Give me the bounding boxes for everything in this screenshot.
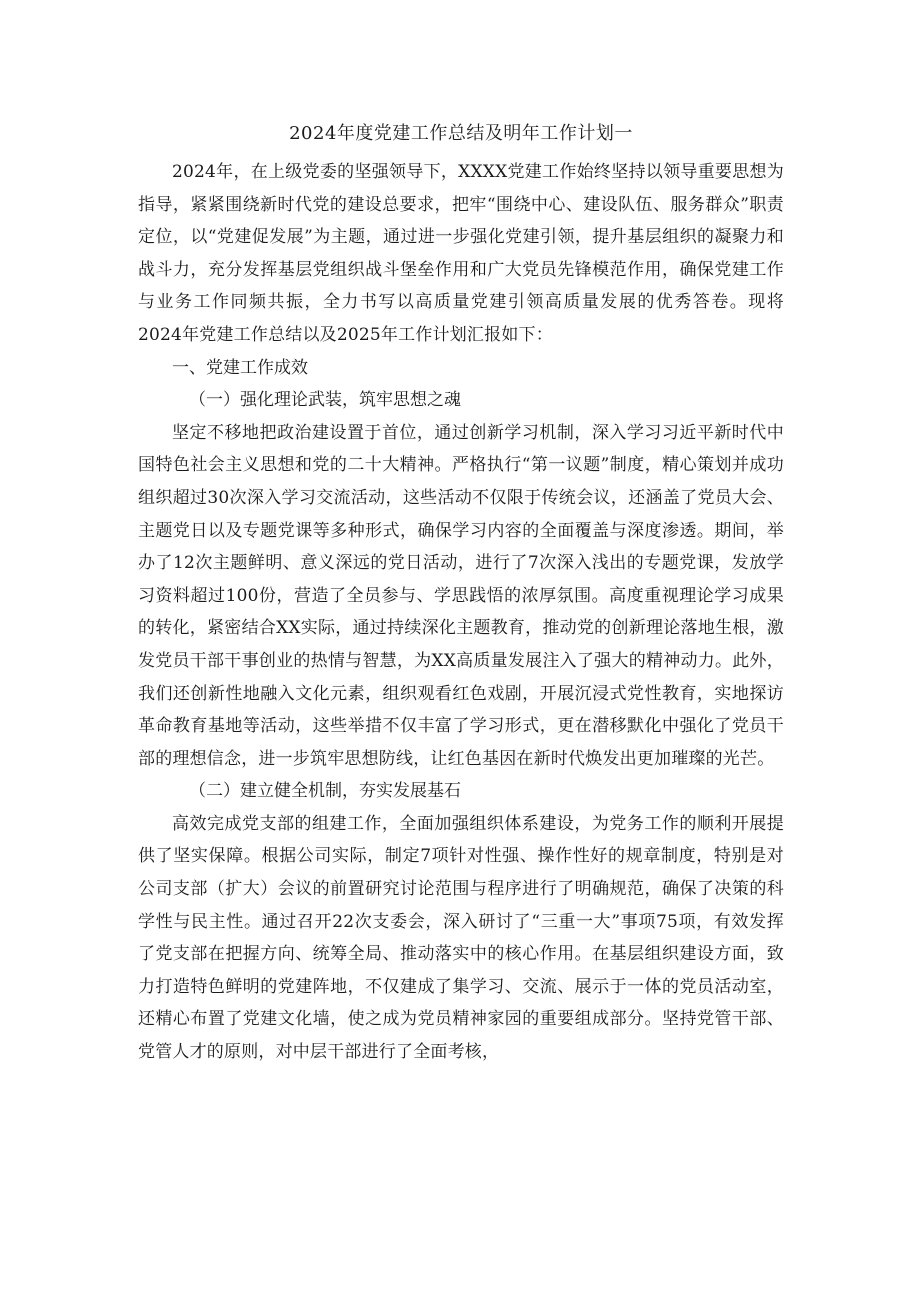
document-page [138,118,784,1069]
subsection-heading-theory: （一）强化理论武装，筑牢思想之魂 [189,390,461,411]
subsection-body-mechanism: 高效完成党支部的组建工作，全面加强组织体系建设，为党务工作的顺利开展提供了坚实保障。根据公司实际，制定7项针对性强、操作性好的规章制度，特别是对公司支部（扩大）会议的前置研究讨论范围与程序进行了明确规范，确保了决策的科学性与民主性。通过召开22次支委会，深入研讨了“三重一大”事项75项，有效发挥了党支部在把握方向、统筹全局、推动落实中的核心作用。在基层组织建设方面，致力打造特色鲜明的党建阵地，不仅建成了集学习、交流、展示于一体的党员活动室，还精心布置了党建文化墙，使之成为党员精神家园的重要组成部分。坚持党管干部、党管人才的原则，对中层干部进行了全面考核， [138,813,784,1063]
section-heading-achievements: 一、党建工作成效 [172,357,308,378]
subsection-heading-mechanism: （二）建立健全机制，夯实发展基石 [189,781,461,802]
intro-paragraph: 2024年，在上级党委的坚强领导下，XXXX党建工作始终坚持以领导重要思想为指导，紧紧围绕新时代党的建设总要求，把牢“围绕中心、建设队伍、服务群众”职责定位，以“党建促发展”为主题，通过进一步强化党建引领，提升基层组织的凝聚力和战斗力，充分发挥基层党组织战斗堡垒作用和广大党员先锋模范作用，确保党建工作与业务工作同频共振，全力书写以高质量党建引领高质量发展的优秀答卷。现将2024年党建工作总结以及2025年工作计划汇报如下： [138,162,784,345]
subsection-body-theory: 坚定不移地把政治建设置于首位，通过创新学习机制，深入学习习近平新时代中国特色社会主义思想和党的二十大精神。严格执行“第一议题”制度，精心策划并成功组织超过30次深入学习交流活动，这些活动不仅限于传统会议，还涵盖了党员大会、主题党日以及专题党课等多种形式，确保学习内容的全面覆盖与深度渗透。期间，举办了12次主题鲜明、意义深远的党日活动，进行了7次深入浅出的专题党课，发放学习资料超过100份，营造了全员参与、学思践悟的浓厚氛围。高度重视理论学习成果的转化，紧密结合XX实际，通过持续深化主题教育，推动党的创新理论落地生根，激发党员干部干事创业的热情与智慧，为XX高质量发展注入了强大的精神动力。此外，我们还创新性地融入文化元素，组织观看红色戏剧，开展沉浸式党性教育，实地探访革命教育基地等活动，这些举措不仅丰富了学习形式，更在潜移默化中强化了党员干部的理想信念，进一步筑牢思想防线，让红色基因在新时代焕发出更加璀璨的光芒。 [138,422,784,769]
document-title: 2024年度党建工作总结及明年工作计划一 [289,123,633,144]
